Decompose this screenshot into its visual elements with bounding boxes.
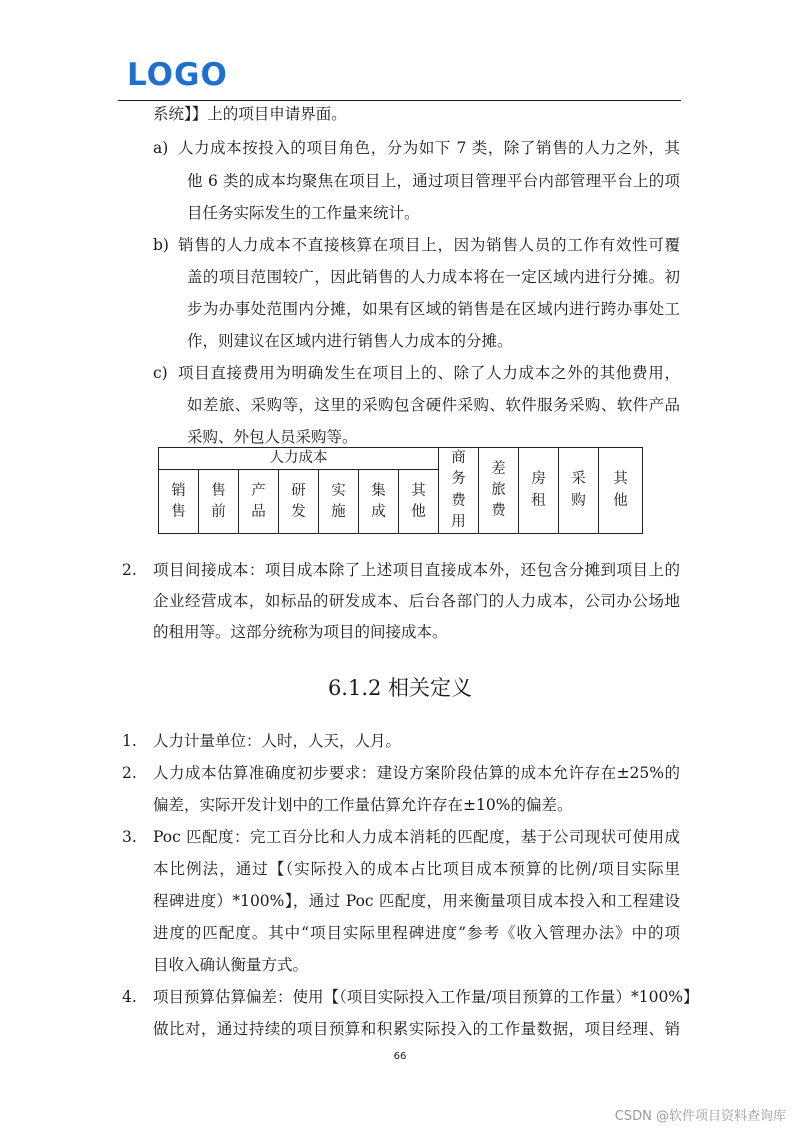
- sub-item-b-line: 步为办事处范围内分摊，如果有区域的销售是在区域内进行跨办事处工: [187, 300, 680, 318]
- other-column-header: 采购: [571, 471, 586, 509]
- cost-category-table: [158, 447, 643, 534]
- indirect-cost-line: 企业经营成本，如标品的研发成本、后台各部门的人力成本，公司办公场地: [153, 592, 680, 610]
- table-header-cell: [519, 448, 559, 534]
- sub-item-c-line: 采购、外包人员采购等。: [187, 428, 358, 446]
- intro-line: 系统】】上的项目申请界面。: [153, 105, 347, 123]
- definition-line: 偏差，实际开发计划中的工作量估算允许存在±10%的偏差。: [153, 796, 573, 814]
- list-item-number: 2.: [122, 764, 137, 782]
- labor-column-header: 产品: [251, 482, 266, 520]
- definition-line: 进度的匹配度。其中“项目实际里程碑进度”参考《收入管理办法》中的项: [153, 924, 680, 942]
- definition-line: 本比例法，通过【（实际投入的成本占比项目成本预算的比例/项目实际里: [153, 860, 680, 878]
- sub-item-b-line: 盖的项目范围较广，因此销售的人力成本将在一定区域内进行分摊。初: [187, 268, 680, 286]
- table-header-cell: [239, 470, 279, 534]
- definition-line: Poc 匹配度：完工百分比和人力成本消耗的匹配度，基于公司现状可使用成: [153, 828, 680, 846]
- sub-item-a-line: 他 6 类的成本均聚焦在项目上，通过项目管理平台内部管理平台上的项: [187, 172, 680, 190]
- sub-item-b-line: 作，则建议在区域内进行销售人力成本的分摊。: [187, 332, 513, 350]
- page-number: 66: [393, 1051, 407, 1062]
- sub-item-b-line: 销售的人力成本不直接核算在项目上，因为销售人员的工作有效性可覆: [178, 236, 680, 254]
- definition-line: 做比对，通过持续的项目预算和积累实际投入的工作量数据，项目经理、销: [153, 1020, 680, 1038]
- table-header-cell: [599, 448, 643, 534]
- sub-item-c-line: 如差旅、采购等，这里的采购包含硬件采购、软件服务采购、软件产品: [187, 396, 680, 414]
- indirect-cost-line: 项目间接成本：项目成本除了上述项目直接成本外，还包含分摊到项目上的: [153, 561, 680, 579]
- other-column-header: 差旅费: [491, 460, 506, 520]
- sub-item-label: b): [153, 236, 169, 254]
- sub-item-a-line: 人力成本按投入的项目角色，分为如下 7 类，除了销售的人力之外，其: [178, 139, 680, 157]
- sub-item-c-line: 项目直接费用为明确发生在项目上的、除了人力成本之外的其他费用，: [178, 364, 680, 382]
- section-heading: 6.1.2 相关定义: [327, 676, 473, 700]
- header-divider: [118, 100, 681, 101]
- labor-column-header: 其他: [411, 482, 426, 520]
- list-item-number: 2.: [122, 561, 137, 579]
- labor-column-header: 集成: [371, 482, 386, 520]
- sub-item-label: a): [153, 139, 169, 157]
- other-column-header: 房租: [531, 471, 546, 509]
- labor-cost-group-header: 人力成本: [159, 448, 439, 470]
- table-header-cell: [159, 470, 199, 534]
- definition-line: 目收入确认衡量方式。: [153, 956, 309, 974]
- definition-line: 人力成本估算准确度初步要求：建设方案阶段估算的成本允许存在±25%的: [153, 764, 680, 782]
- other-column-header: 其他: [613, 471, 628, 509]
- table-header-cell: [319, 470, 359, 534]
- table-header-cell: [439, 448, 479, 534]
- labor-column-header: 售前: [211, 482, 226, 520]
- table-header-cell: [199, 470, 239, 534]
- company-logo: LOGO: [127, 57, 228, 93]
- other-column-header: 商务费用: [451, 450, 466, 530]
- labor-column-header: 销售: [171, 482, 186, 520]
- definition-line: 程碑进度）*100%】，通过 Poc 匹配度，用来衡量项目成本投入和工程建设: [153, 892, 680, 910]
- indirect-cost-line: 的租用等。这部分统称为项目的间接成本。: [153, 623, 448, 641]
- definition-line: 项目预算估算偏差：使用【（项目实际投入工作量/项目预算的工作量）*100%】: [153, 988, 699, 1006]
- sub-item-label: c): [153, 364, 168, 382]
- list-item-number: 1.: [122, 732, 137, 750]
- watermark: CSDN @软件项目资料查询库: [614, 1109, 786, 1124]
- labor-column-header: 研发: [291, 482, 306, 520]
- list-item-number: 3.: [122, 828, 137, 846]
- table-header-cell: [559, 448, 599, 534]
- definition-line: 人力计量单位：人时，人天，人月。: [153, 732, 402, 750]
- labor-column-header: 实施: [331, 482, 346, 520]
- table-header-cell: [279, 470, 319, 534]
- sub-item-a-line: 目任务实际发生的工作量来统计。: [187, 204, 420, 222]
- table-header-cell: [359, 470, 399, 534]
- list-item-number: 4.: [122, 988, 137, 1006]
- table-header-cell: [479, 448, 519, 534]
- table-header-cell: [399, 470, 439, 534]
